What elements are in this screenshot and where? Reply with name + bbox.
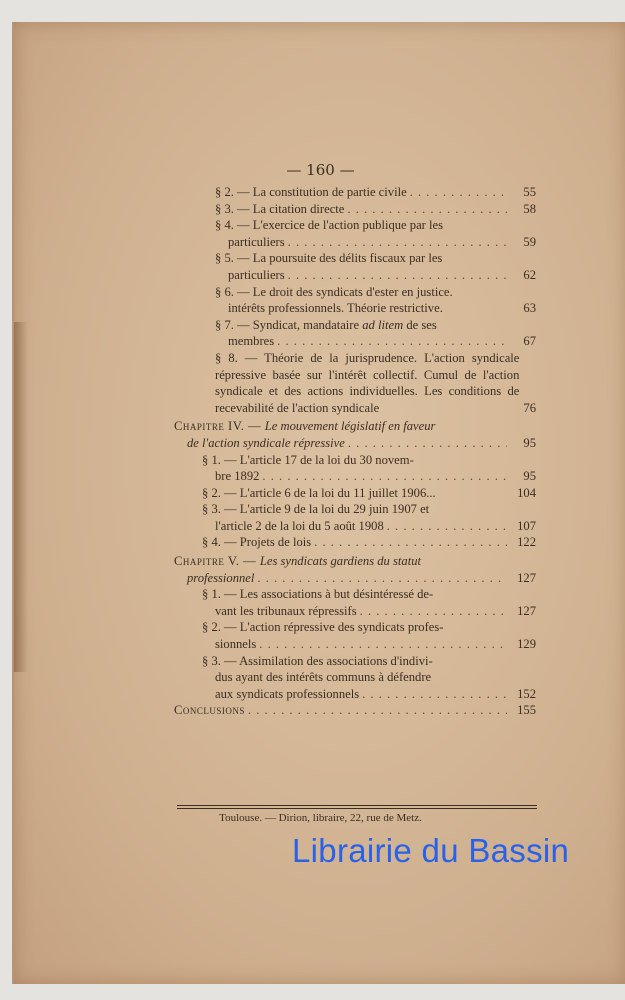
toc-entry-label: § 2. — La constitution de partie civile bbox=[215, 185, 407, 199]
dot-leader bbox=[348, 435, 507, 452]
toc-entry-label: l'article 2 de la loi du 5 août 1908 bbox=[215, 518, 384, 533]
toc-entry-label: particuliers bbox=[228, 267, 285, 282]
toc-entry-italic: ad litem bbox=[362, 317, 404, 332]
toc-entry bbox=[174, 284, 536, 317]
toc-entry-text: § 8. — Théorie de la jurisprudence. L'action syndicale répressive basée sur l'intérêt collectif. Cumul de l'action syndicale et des actions individuelles. Les conditions de recevabilité de l'action syndicale bbox=[215, 350, 520, 415]
toc-page-number: 58 bbox=[523, 201, 536, 216]
chapter-title-line2: professionnel bbox=[187, 570, 255, 585]
toc-page-number: 104 bbox=[517, 485, 536, 500]
toc-entry bbox=[174, 350, 536, 416]
toc-page-number: 63 bbox=[523, 301, 536, 316]
dot-leader bbox=[288, 267, 507, 284]
toc-page-number: 152 bbox=[517, 686, 536, 701]
dot-leader bbox=[360, 603, 507, 620]
dot-leader bbox=[262, 468, 507, 485]
toc-entry-text: § 2. — L'action répressive des syndicats profes- bbox=[202, 620, 444, 635]
dot-leader bbox=[288, 234, 507, 251]
toc-entry-label: bre 1892 bbox=[215, 469, 260, 484]
toc-page-number: 95 bbox=[523, 469, 536, 484]
chapter-title-line1: Les syndicats gardiens du statut bbox=[259, 554, 421, 569]
toc-page-number: 122 bbox=[517, 535, 536, 550]
dot-leader bbox=[387, 518, 507, 535]
toc-entry bbox=[174, 317, 536, 350]
toc-conclusions bbox=[174, 702, 536, 719]
dot-leader bbox=[347, 201, 507, 218]
toc-page-number: 95 bbox=[523, 435, 536, 450]
page-edge-stain bbox=[14, 322, 28, 672]
dot-leader bbox=[259, 636, 507, 653]
toc-entry-label: § 4. — Projets de lois bbox=[202, 535, 312, 550]
toc-entry-text-suffix: de ses bbox=[403, 317, 437, 332]
toc-page-number: 59 bbox=[523, 234, 536, 249]
toc-entry bbox=[174, 184, 536, 201]
toc-page-number: 62 bbox=[523, 267, 536, 282]
toc-entry-text: § 1. — L'article 17 de la loi du 30 novem- bbox=[202, 452, 414, 467]
toc-entry-label: particuliers bbox=[228, 234, 285, 249]
toc-page-number: 76 bbox=[523, 400, 536, 415]
toc-entry-text: § 1. — Les associations à but désintéressé de- bbox=[202, 587, 434, 602]
toc-entry bbox=[174, 250, 536, 283]
toc-page-number: 67 bbox=[523, 334, 536, 349]
toc-page-number: 55 bbox=[523, 185, 536, 199]
toc-entry bbox=[174, 217, 536, 250]
toc-entry-text-prefix: § 7. — Syndicat, mandataire bbox=[215, 317, 363, 332]
toc-entry-text: § 3. — Assimilation des associations d'indivi- bbox=[202, 653, 433, 668]
dot-leader bbox=[362, 686, 507, 703]
toc-entry bbox=[174, 201, 536, 218]
dot-leader bbox=[257, 570, 507, 587]
toc-entry-label: § 3. — La citation directe bbox=[215, 201, 345, 216]
toc-entry bbox=[174, 485, 536, 502]
footer-rule-thin bbox=[177, 808, 537, 809]
toc-entry-text: § 5. — La poursuite des délits fiscaux par les bbox=[215, 251, 443, 266]
toc-entry bbox=[174, 619, 536, 652]
toc-entry-text: § 4. — L'exercice de l'action publique par les bbox=[215, 218, 443, 233]
toc-entry bbox=[174, 501, 536, 534]
chapter-title-line2: de l'action syndicale répressive bbox=[187, 435, 345, 450]
chapter-prefix: Chapitre V. — bbox=[174, 554, 260, 569]
toc-entry-label: aux syndicats professionnels bbox=[215, 686, 360, 701]
toc-page-number: 155 bbox=[517, 703, 536, 718]
dot-leader bbox=[248, 702, 507, 719]
toc-entry-label: sionnels bbox=[215, 637, 257, 652]
page-number: — 160 — bbox=[286, 161, 355, 179]
toc-page-number: 129 bbox=[517, 637, 536, 652]
footer-rule bbox=[177, 805, 537, 806]
toc-entry-text: § 3. — L'article 9 de la loi du 29 juin 1907 et bbox=[202, 502, 430, 517]
toc-page-number: 127 bbox=[517, 603, 536, 618]
table-of-contents bbox=[174, 184, 536, 719]
toc-chapter bbox=[174, 418, 536, 451]
toc-chapter bbox=[174, 553, 536, 586]
toc-entry bbox=[174, 586, 536, 619]
printer-imprint: Toulouse. — Dirion, libraire, 22, rue de Metz. bbox=[219, 812, 422, 824]
toc-entry-label: vant les tribunaux répressifs bbox=[215, 603, 357, 618]
toc-entry bbox=[174, 653, 536, 703]
dot-leader bbox=[314, 534, 507, 551]
dot-leader bbox=[410, 184, 507, 201]
toc-entry bbox=[174, 452, 536, 485]
chapter-prefix: Chapitre IV. — bbox=[174, 419, 265, 434]
toc-entry-label: § 2. — L'article 6 de la loi du 11 juillet 1906... bbox=[202, 485, 436, 500]
toc-page-number: 107 bbox=[517, 518, 536, 533]
toc-entry bbox=[174, 534, 536, 551]
chapter-title-line1: Le mouvement législatif en faveur bbox=[264, 419, 436, 434]
dot-leader bbox=[277, 333, 507, 350]
toc-entry-text: § 6. — Le droit des syndicats d'ester en justice. bbox=[215, 284, 453, 299]
watermark: Librairie du Bassin bbox=[292, 832, 570, 869]
toc-page-number: 127 bbox=[517, 570, 536, 585]
toc-entry-label: intérêts professionnels. Théorie restrictive. bbox=[228, 301, 443, 316]
toc-entry-label: Conclusions bbox=[174, 703, 245, 718]
toc-entry-text bbox=[215, 317, 536, 334]
toc-entry-label: membres bbox=[228, 334, 275, 349]
toc-entry-text-cont: dus ayant des intérêts communs à défendre bbox=[215, 670, 432, 685]
